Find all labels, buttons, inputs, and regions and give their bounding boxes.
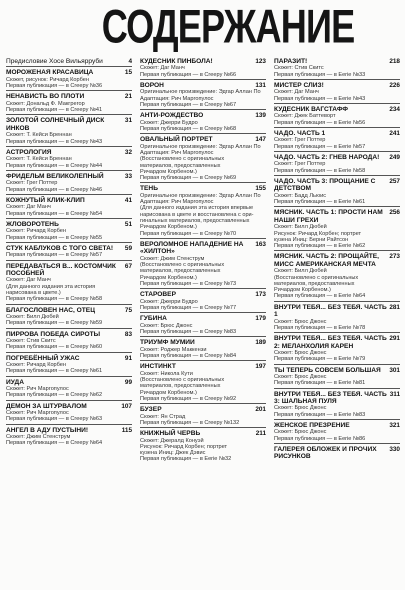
toc-entry: [6, 242, 132, 259]
toc-entry-title: БЛАГОСЛОВЕН НАС, ОТЕЦ: [6, 306, 96, 314]
toc-entry-title: ВОРОН: [140, 82, 164, 89]
toc-entry-credit-line: Первая публикация — в Creepy №67: [140, 102, 237, 108]
toc-entry-page: 163: [255, 240, 266, 248]
toc-entry-credit-line: Ричардом Корбеном.): [140, 168, 197, 175]
toc-entry-credit-line: Сюжет: Грег Поттер: [6, 180, 58, 187]
toc-entry-credit-line: Первая публикация — в Creepy №61: [6, 368, 103, 375]
toc-entry: [274, 79, 400, 102]
toc-entry-heading: [6, 331, 132, 338]
toc-entry-page: 201: [255, 406, 266, 414]
toc-entry-credit-line: Сюжет: Даг Манч: [274, 89, 319, 96]
toc-entry-credit-line: Сюжет: Стив Скитс: [274, 65, 324, 72]
toc-entry-credit-line: Первая публикация — в Creepy №54: [6, 210, 103, 217]
toc-entry-credit-line: Оригинальное произведение: Эдгар Аллан По: [140, 192, 261, 199]
toc-entry-credit-line: Первая публикация — в Eerie №86: [274, 435, 366, 442]
toc-entry-credit-line: кузена Иниц: Джек Дэвис: [140, 450, 206, 457]
toc-entry-title: ВНУТРИ ТЕБЯ... БЕЗ ТЕБЯ. ЧАСТЬ 1: [274, 303, 387, 319]
toc-entry-credit-line: Ричардом Корбеном.): [274, 287, 331, 294]
toc-entry-credit-line: Первая публикация — в Creepy №55: [6, 234, 103, 241]
toc-entry-credit-line: Первая публикация — в Creepy №64: [6, 440, 103, 447]
toc-entry-credit-line: Первая публикация — в Creepy №44: [6, 162, 103, 169]
toc-entry: [274, 175, 400, 205]
toc-entry-page: 59: [124, 244, 132, 252]
toc-entry-credit-line: Адаптация: Рич Маргопулос: [140, 95, 214, 102]
toc-entry-heading: [140, 406, 266, 413]
toc-entry: [6, 170, 132, 193]
toc-entry-title: КУДЕСНИК ВАГСТАФФ: [274, 106, 348, 113]
toc-entry-credit-line: Первая публикация — в Eerie №33: [274, 71, 366, 78]
toc-entry: [140, 403, 266, 426]
toc-entry-heading: [140, 291, 266, 298]
toc-entry-credit-line: Первая публикация — в Creepy №62: [6, 392, 103, 399]
toc-entry-credit-line: Сюжет: Т. Кейси Бреннан: [6, 156, 72, 163]
toc-entry: [274, 443, 400, 461]
toc-entry-title: ВЕРОЛОМНОЕ НАПАДЕНИЕ НА «ХИЛТОН»: [140, 240, 244, 256]
toc-entry-title: ВНУТРИ ТЕБЯ... БЕЗ ТЕБЯ. ЧАСТЬ 2: МЕЛАНХОЛИЯ КАРЕН: [274, 335, 387, 350]
toc-entry-credit-line: (Для данного издания эта история: [6, 283, 96, 290]
toc-entry-credit-line: (Восстановлено с оригинальных: [274, 274, 359, 281]
toc-entry: [274, 388, 400, 418]
toc-entry-heading: [6, 58, 132, 65]
toc-entry-credit-line: Первая публикация — в Creepy №92: [140, 395, 237, 402]
toc-entry-heading: [274, 106, 400, 113]
toc-entry-heading: [6, 379, 132, 386]
toc-entry-credit-line: Первая публикация — в Eerie №62: [274, 243, 366, 250]
toc-entry-page: 291: [389, 335, 400, 343]
toc-entry: [140, 133, 266, 181]
toc-entry-title: ПИРРОВА ПОБЕДА СИРОТЫ: [6, 330, 101, 338]
toc-entry-credit-line: Сюжет: Даг Манч: [140, 65, 185, 72]
toc-entry: [274, 151, 400, 174]
toc-entry-page: 31: [124, 117, 132, 125]
toc-entry-page: 330: [389, 445, 400, 453]
toc-entry-credit-line: Первая публикация — в Creepy №83: [140, 328, 237, 335]
toc-entry: [140, 79, 266, 108]
toc-entry: [140, 360, 266, 402]
toc-entry-title: ЗОЛОТОЙ СОЛНЕЧНЫЙ ДИСК ИНКОВ: [6, 117, 105, 132]
toc-entry-page: 139: [255, 112, 266, 120]
toc-entry: [274, 332, 400, 362]
toc-entry-credit-line: Сюжет: Джим Стенструм: [6, 433, 71, 440]
toc-entry-title: СТАРОВЕР: [140, 291, 176, 299]
toc-entry-heading: [274, 304, 400, 319]
toc-entry-credit-line: Первая публикация — в Creepy №73: [140, 280, 237, 287]
toc-entry-heading: [274, 422, 400, 429]
toc-entry-heading: [140, 136, 266, 143]
toc-entry-credit-line: Первая публикация — в Eerie №79: [274, 356, 366, 363]
toc-entry-title: ПОГРЕБЁННЫЙ УЖАС: [6, 354, 80, 362]
toc-entry-page: 226: [389, 82, 400, 89]
toc-entry: [6, 260, 132, 303]
contents-column-1: [6, 56, 132, 447]
toc-entry-title: МОРОЖЕНАЯ КРАСАВИЦА: [6, 69, 94, 77]
toc-entry-credit-line: Сюжет: Ричард Корбен: [6, 228, 67, 235]
toc-entry-credit-line: Рисунок: Ричард Корбен; портрет: [274, 230, 362, 237]
toc-entry-title: КНИЖНЫЙ ЧЕРВЬ: [140, 430, 201, 438]
toc-entry: [6, 66, 132, 89]
toc-entry-title: ЧАДО. ЧАСТЬ 1: [274, 130, 326, 137]
toc-entry-credit-line: Сюжет: Джерри Будро: [140, 298, 198, 305]
toc-entry-credit-line: Ричардом Корбеном.): [140, 389, 197, 396]
toc-entry-page: 197: [255, 363, 266, 371]
toc-entry-heading: [140, 112, 266, 119]
toc-entry-title: МЯСНИК. ЧАСТЬ 1: ПРОСТИ НАМ НАШИ ГРЕХИ: [274, 209, 383, 224]
toc-entry-credit-line: Первая публикация — в Creepy №43: [6, 138, 103, 145]
toc-entry-title: АНГЕЛ В АДУ ПУСТЫНИ!: [6, 426, 89, 434]
toc-entry-title: Предисловие Хосе Вильярруби: [6, 58, 103, 65]
toc-entry-page: 273: [389, 253, 400, 261]
toc-entry-title: АСТРОЛОГИЯ: [6, 148, 52, 156]
toc-entry-credit-line: материалов, предоставленных: [140, 383, 221, 390]
toc-entry-credit-line: Сюжет: Брюс Джонс: [140, 322, 193, 329]
toc-entry-page: 115: [121, 426, 132, 434]
toc-entry: [6, 218, 132, 241]
toc-entry-page: 249: [389, 154, 400, 161]
toc-entry-credit-line: нарисована в цвете.): [6, 289, 61, 296]
toc-entry: [140, 109, 266, 132]
toc-entry: [140, 336, 266, 359]
toc-entry-credit-line: Сюжет: Рич Маргопулос: [6, 409, 69, 416]
toc-entry-credit-line: Первая публикация — в Creepy №84: [140, 352, 237, 359]
toc-entry-credit-line: Сюжет: Даг Манч: [6, 204, 51, 211]
toc-entry-title: ЧАДО. ЧАСТЬ 2: ГНЕВ НАРОДА!: [274, 154, 380, 161]
toc-entry-page: 75: [124, 306, 132, 314]
toc-entry-heading: [6, 173, 132, 180]
toc-entry-heading: [6, 307, 132, 314]
toc-entry-credit-line: Первая публикация — в Creepy №77: [140, 304, 237, 311]
toc-entry-heading: [6, 117, 132, 132]
toc-entry: [140, 312, 266, 335]
toc-entry-heading: [274, 209, 400, 224]
toc-entry-credit-line: (Восстановлено с оригинальных: [140, 376, 225, 383]
toc-entry-page: 281: [389, 303, 400, 311]
toc-entry-credit-line: Первая публикация — в Creepy №60: [6, 344, 103, 351]
toc-entry-page: 107: [121, 402, 132, 410]
toc-entry-credit-line: Сюжет: Т. Кейси Бреннан: [6, 132, 72, 139]
toc-entry-title: ГАЛЕРЕЯ ОБЛОЖЕК И ПРОЧИХ РИСУНКОВ: [274, 445, 377, 461]
toc-entry-credit-line: Сюжет: Ян Страд: [140, 413, 186, 420]
toc-entry-credit-line: Первая публикация — в Creepy №68: [140, 126, 237, 132]
toc-entry-credit-line: Первая публикация — в Creepy №41: [6, 107, 103, 114]
toc-entry-heading: [274, 58, 400, 65]
toc-entry-credit-line: Ричардом Корбеном.): [140, 274, 197, 281]
toc-entry-title: НЕНАВИСТЬ ВО ПЛОТИ: [6, 93, 85, 101]
toc-entry-title: ЧАДО. ЧАСТЬ 3: ПРОЩАНИЕ С ДЕТСТВОМ: [274, 178, 376, 193]
toc-entry-title: АНТИ-РОЖДЕСТВО: [140, 112, 204, 120]
toc-entry-credit-line: Сюжет: Билл Дюбей: [6, 313, 59, 320]
toc-entry-credit-line: Рисунок: Ричард Корбен; портрет: [140, 443, 228, 450]
toc-entry-title: ФРИДЕЛЬМ ВЕЛИКОЛЕПНЫЙ: [6, 172, 104, 180]
toc-entry-heading: [274, 253, 400, 268]
toc-entry-heading: [140, 315, 266, 322]
toc-entry-credit-line: Первая публикация — в Creepy №70: [140, 230, 237, 237]
toc-entry: [6, 400, 132, 423]
toc-entry-heading: [140, 58, 266, 65]
toc-entry-credit-line: Первая публикация — в Creepy №57: [6, 252, 103, 259]
toc-entry-credit-line: Сюжет: Ричард Корбен: [6, 361, 67, 368]
toc-entry-heading: [274, 154, 400, 161]
toc-entry-credit-line: Первая публикация — в Eerie №78: [274, 324, 366, 331]
toc-entry-title: ЖЛОВОРОТЕНЬ: [6, 220, 59, 228]
toc-entry-heading: [140, 185, 266, 192]
toc-entry-credit-line: материалов, предоставленных: [140, 162, 221, 169]
toc-entry-page: 173: [255, 291, 266, 299]
page-title: СОДЕРЖАНИЕ: [101, 0, 355, 53]
toc-entry: [274, 419, 400, 442]
toc-entry-credit-line: Сюжет: Роджер Маккензи: [140, 346, 207, 353]
toc-entry: [140, 238, 266, 287]
toc-entry-title: ГУБИНА: [140, 315, 167, 323]
toc-entry-credit-line: Сюжет: Рич Маргопулос: [6, 385, 69, 392]
toc-entry-credit-line: (Восстановлено с оригинальных: [140, 156, 225, 163]
toc-entry-page: 147: [255, 136, 266, 144]
toc-entry-credit-line: Первая публикация — в Eerie №57: [274, 143, 366, 150]
toc-entry-page: 67: [124, 262, 132, 270]
toc-entry-credit-line: Сюжет: Брюс Джонс: [274, 429, 327, 436]
toc-entry-credit-line: Сюжет: Брюс Джонс: [274, 373, 327, 380]
toc-entry-page: 21: [124, 93, 132, 101]
toc-entry-title: ИНСТИНКТ: [140, 363, 176, 371]
toc-entry-heading: [6, 427, 132, 434]
toc-entry-credit-line: Первая публикация — в Creepy №36: [6, 83, 103, 90]
toc-entry-title: ИУДА: [6, 378, 24, 386]
toc-entry-credit-line: Сюжет: Даг Манч: [6, 277, 51, 284]
toc-entry-heading: [274, 82, 400, 89]
toc-entry: [6, 114, 132, 144]
toc-entry-credit-line: Первая публикация — в Eerie №81: [274, 380, 366, 387]
toc-entry-title: БУЗЕР: [140, 406, 162, 414]
toc-entry-heading: [6, 355, 132, 362]
toc-entry-title: ТЫ ТЕПЕРЬ СОВСЕМ БОЛЬШАЯ: [274, 366, 381, 374]
toc-entry-page: 131: [255, 82, 266, 89]
toc-entry-credit-line: Сюжет, рисунок: Ричард Корбен: [6, 76, 89, 83]
toc-entry-credit-line: Первая публикация — в Creepy №132: [140, 419, 240, 426]
toc-entry-page: 4: [128, 58, 132, 65]
toc-entry: [6, 90, 132, 113]
toc-entry-page: 311: [389, 390, 400, 398]
toc-entry-page: 218: [389, 58, 400, 65]
toc-entry: [140, 288, 266, 311]
toc-entry-credit-line: Сюжет: Бадд Льюис: [274, 192, 327, 199]
toc-entry-credit-line: Сюжет: Брюс Джонс: [274, 318, 327, 325]
toc-entry-credit-line: Сюжет: Джералд Конуэй: [140, 437, 204, 444]
toc-entry-page: 179: [255, 315, 266, 323]
toc-entry-title: МЯСНИК. ЧАСТЬ 2: ПРОЩАЙТЕ, МИСС АМЕРИКАНСКАЯ МЕЧТА: [274, 253, 379, 268]
toc-entry-credit-line: Сюжет: Джек Баттеворт: [274, 113, 336, 120]
toc-entry-title: ВНУТРИ ТЕБЯ... БЕЗ ТЕБЯ. ЧАСТЬ 3: ШАЛЬНАЯ ПУЛЯ: [274, 390, 387, 405]
toc-entry: [274, 250, 400, 299]
toc-entry-credit-line: материалов, предоставленных: [140, 268, 221, 275]
toc-entry-credit-line: Сюжет: Билл Дюбей: [274, 224, 327, 231]
toc-entry-credit-line: Первая публикация — в Eerie №61: [274, 199, 366, 206]
toc-entry: [274, 127, 400, 150]
toc-entry-credit-line: Сюжет: Билл Дюбей: [274, 268, 327, 275]
toc-entry: [274, 206, 400, 249]
toc-entry-page: 33: [124, 172, 132, 180]
toc-entry-credit-line: Первая публикация — в Eerie №56: [274, 119, 366, 126]
toc-entry-heading: [6, 263, 132, 278]
toc-entry-credit-line: Сюжет: Дональд Ф. Макгрегор: [6, 100, 85, 107]
toc-entry-credit-line: Сюжет: Стив Скитс: [6, 337, 56, 344]
toc-entry-credit-line: Первая публикация — в Creepy №63: [6, 416, 103, 423]
toc-entry-page: 321: [389, 421, 400, 429]
toc-entry-page: 301: [389, 366, 400, 374]
toc-entry-credit-line: Сюжет: Джим Стенструм: [140, 255, 205, 262]
toc-entry: [274, 56, 400, 78]
toc-entry-page: 234: [389, 106, 400, 113]
toc-entry-page: 256: [389, 209, 400, 217]
toc-entry: [140, 427, 266, 463]
contents-column-3: [274, 56, 400, 461]
toc-entry-page: 189: [255, 339, 266, 347]
toc-entry-heading: [140, 241, 266, 256]
toc-entry: [6, 304, 132, 327]
toc-entry-title: ПЕРЕДАВАТЬСЯ В... КОСТОМЧИК ПОСОБНЕЙ: [6, 262, 116, 277]
toc-entry-credit-line: Сюжет: Никола Кути: [140, 370, 193, 377]
toc-entry: [6, 56, 132, 65]
toc-entry-heading: [140, 339, 266, 346]
toc-entry-credit-line: Первая публикация — в Creepy №58: [6, 296, 103, 303]
toc-entry-credit-line: Оригинальное произведение: Эдгар Аллан По: [140, 143, 261, 150]
toc-entry-heading: [274, 446, 400, 461]
toc-entry-title: ОВАЛЬНЫЙ ПОРТРЕТ: [140, 136, 213, 144]
toc-entry: [6, 146, 132, 169]
toc-entry-credit-line: Первая публикация — в Creepy №46: [6, 186, 103, 193]
toc-entry: [274, 301, 400, 331]
toc-entry-heading: [6, 93, 132, 100]
toc-entry-heading: [140, 430, 266, 437]
toc-entry-page: 123: [255, 58, 266, 65]
toc-entry-credit-line: Сюжет: Брюс Джонс: [274, 405, 327, 412]
toc-entry-title: МИСТЕР СЛИЗ!: [274, 82, 324, 89]
toc-entry-title: КУДЕСНИК ПИНБОЛА!: [140, 58, 213, 65]
toc-entry-credit-line: Первая публикация — в Eerie №83: [274, 411, 366, 418]
toc-entry-heading: [6, 403, 132, 410]
toc-entry-credit-line: Сюжет: Грег Поттер: [274, 161, 326, 168]
toc-entry: [140, 56, 266, 78]
toc-entry-page: 155: [255, 185, 266, 193]
toc-entry-credit-line: Сюжет: Брюс Джонс: [274, 349, 327, 356]
toc-entry-page: 241: [389, 130, 400, 137]
toc-entry-credit-line: Первая публикация — в Eerie №32: [140, 456, 232, 463]
toc-entry-credit-line: гинальных материалов, предоставленных: [140, 218, 250, 225]
toc-entry-page: 41: [124, 196, 132, 204]
toc-entry-heading: [6, 197, 132, 204]
toc-entry-page: 15: [124, 69, 132, 77]
toc-entry-heading: [140, 363, 266, 370]
toc-entry-credit-line: Первая публикация — в Creepy №69: [140, 175, 237, 182]
toc-entry-heading: [274, 130, 400, 137]
toc-entry-heading: [140, 82, 266, 89]
toc-entry: [140, 182, 266, 236]
toc-entry-page: 51: [124, 220, 132, 228]
toc-entry-title: ПАРАЗИТ!: [274, 58, 308, 65]
toc-entry-page: 99: [124, 378, 132, 386]
toc-entry: [6, 352, 132, 375]
toc-entry-page: 211: [255, 430, 266, 438]
toc-entry-page: 32: [124, 148, 132, 156]
toc-entry: [6, 194, 132, 217]
toc-entry-page: 257: [389, 178, 400, 185]
toc-entry-heading: [274, 367, 400, 374]
toc-entry-title: КОЖНУТЫЙ КЛИК-КЛИП: [6, 196, 85, 204]
toc-entry: [274, 103, 400, 126]
toc-entry-page: 83: [124, 330, 132, 338]
toc-entry-credit-line: Первая публикация — в Eerie №43: [274, 95, 366, 102]
toc-entry-credit-line: Сюжет: Грег Поттер: [274, 137, 326, 144]
toc-entry-heading: [6, 221, 132, 228]
toc-entry-credit-line: Адаптация: Рич Маргопулос: [140, 150, 214, 156]
toc-entry-credit-line: кузена Иниц: Берни Райтсон: [274, 236, 349, 243]
toc-entry: [6, 328, 132, 351]
toc-entry: [6, 376, 132, 399]
toc-entry-credit-line: материалов, предоставленных: [274, 280, 355, 287]
toc-entry-heading: [6, 245, 132, 252]
toc-entry-credit-line: Первая публикация — в Eerie №58: [274, 167, 366, 174]
toc-entry-credit-line: Первая публикация — в Creepy №66: [140, 71, 237, 78]
contents-column-2: [140, 56, 266, 463]
toc-entry-title: СТУК КАБЛУКОВ С ТОГО СВЕТА!: [6, 244, 114, 252]
toc-entry-title: ДЕМОН ЗА ШТУРВАЛОМ: [6, 402, 87, 410]
toc-entry-credit-line: Сюжет: Джерри Будро: [140, 119, 198, 126]
toc-entry-heading: [6, 69, 132, 76]
toc-entry-heading: [274, 391, 400, 406]
toc-entry-title: ТРИУМФ МУМИИ: [140, 339, 195, 347]
toc-entry: [274, 364, 400, 387]
toc-entry-credit-line: Первая публикация — в Creepy №59: [6, 320, 103, 327]
toc-entry-title: ЖЕНСКОЕ ПРЕЗРЕНИЕ: [274, 421, 350, 429]
toc-entry-credit-line: нарисована в цвете и восстановлена с ори-: [140, 211, 254, 218]
toc-entry-heading: [274, 335, 400, 350]
toc-entry: [6, 424, 132, 447]
toc-entry-page: 91: [124, 354, 132, 362]
toc-entry-credit-line: Оригинальное произведение: Эдгар Аллан По: [140, 89, 261, 96]
toc-entry-heading: [274, 178, 400, 193]
toc-entry-heading: [6, 149, 132, 156]
toc-entry-credit-line: (Для данного издания эта история впервые: [140, 205, 254, 212]
toc-entry-title: ТЕНЬ: [140, 185, 158, 193]
toc-entry-credit-line: Ричардом Корбеном.): [140, 224, 197, 231]
toc-entry-credit-line: (Восстановлено с оригинальных: [140, 262, 225, 269]
toc-entry-credit-line: Адаптация: Рич Маргопулос: [140, 199, 214, 206]
toc-entry-credit-line: Первая публикация — в Eerie №64: [274, 293, 366, 300]
